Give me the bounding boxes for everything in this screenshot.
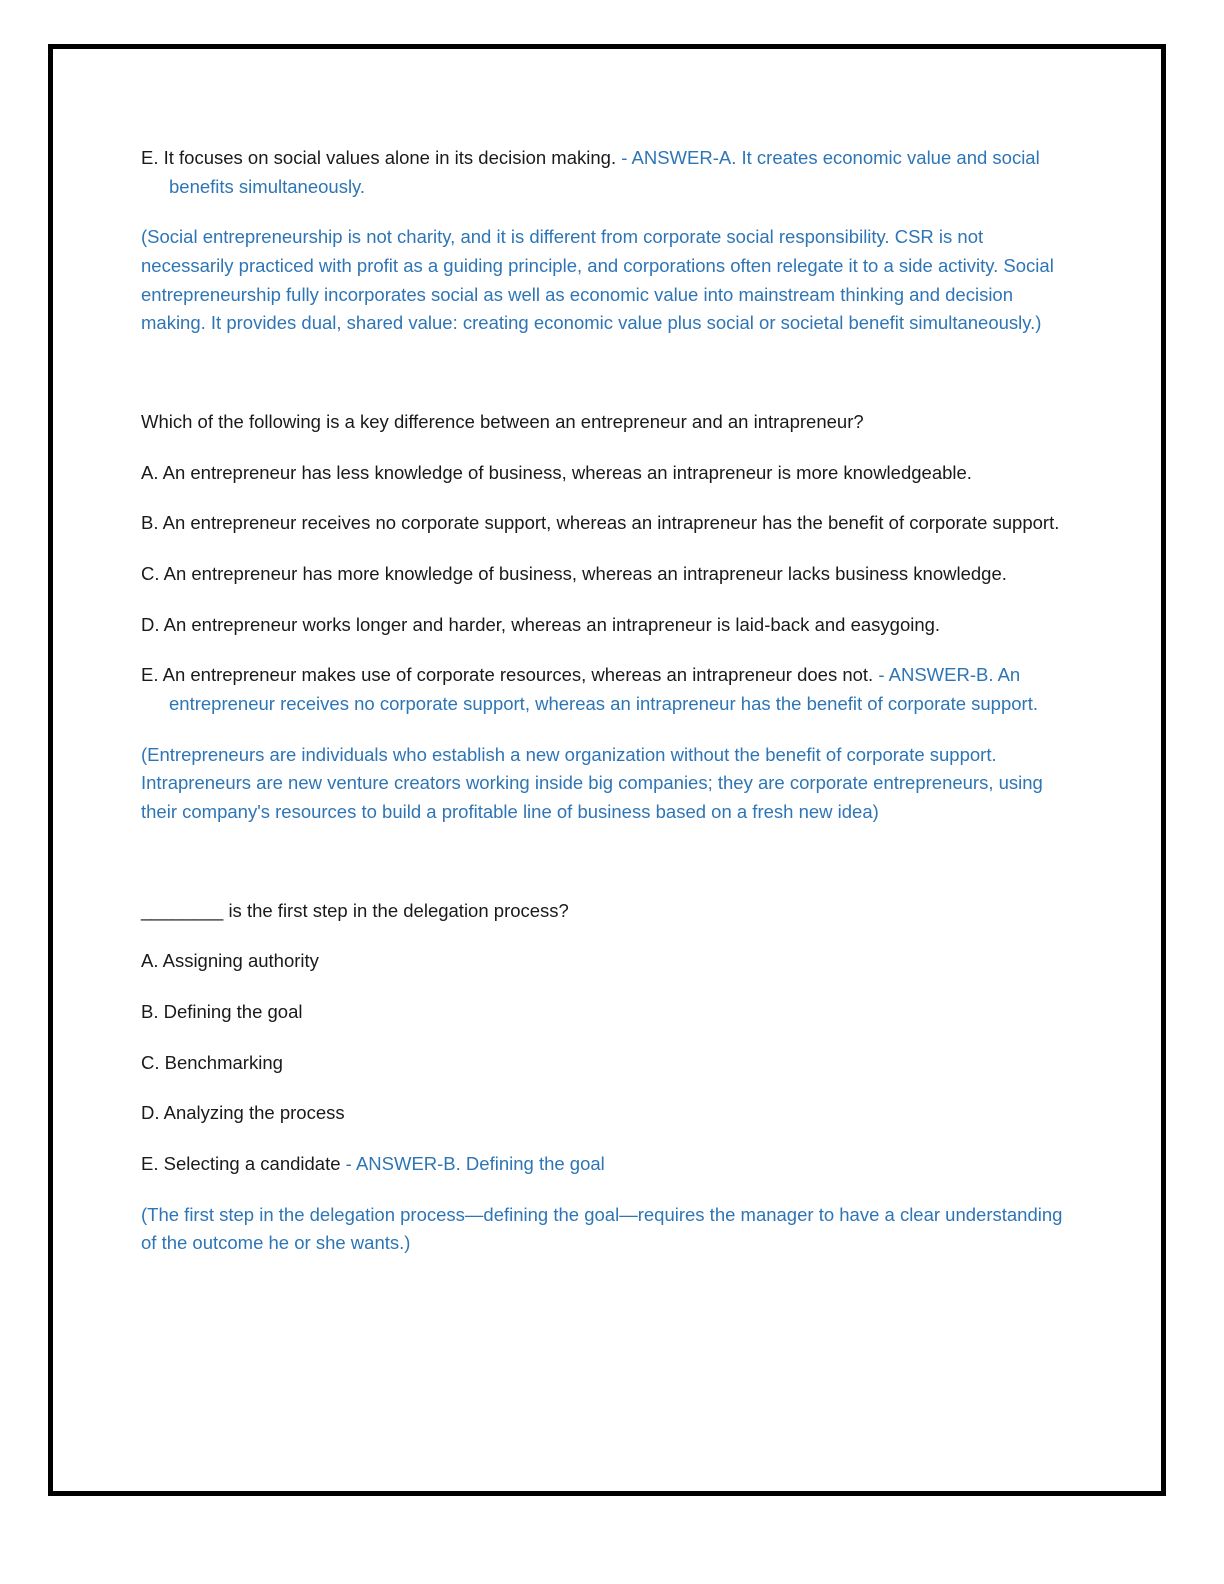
question-3-answer: - ANSWER-B. Defining the goal (340, 1153, 605, 1175)
document-page (48, 44, 1166, 1496)
question-2-option-e (141, 661, 1066, 718)
question-3-option-e (141, 1150, 1066, 1179)
question-1-option-e (141, 144, 1066, 201)
question-3-option-d: D. Analyzing the process (141, 1102, 345, 1124)
document-body (141, 144, 1066, 1280)
question-2-answer: - ANSWER-B. An entrepreneur receives no corporate support, whereas an intrapreneur has the benefit of corporate support. (169, 664, 1038, 715)
question-3-explanation: (The first step in the delegation process—defining the goal—requires the manager to have a clear understanding of the outcome he or she wants.) (141, 1203, 1063, 1254)
question-3-option-a: A. Assigning authority (141, 950, 319, 972)
question-2-explanation: (Entrepreneurs are individuals who establish a new organization without the benefit of corporate support. Intrapreneurs are new venture creators working inside big companies; they are corporate entrepreneurs, using their company's resources to build a profitable line of business based on a fresh new idea) (141, 743, 1043, 823)
question-2-option-a: A. An entrepreneur has less knowledge of business, whereas an intrapreneur is more knowledgeable. (141, 461, 972, 483)
question-2-stem: Which of the following is a key difference between an entrepreneur and an intrapreneur? (141, 411, 864, 433)
question-2-option-b: B. An entrepreneur receives no corporate support, whereas an intrapreneur has the benefit of corporate support. (141, 512, 1060, 534)
question-3-option-c: C. Benchmarking (141, 1051, 283, 1073)
question-1-option-e-text: E. It focuses on social values alone in its decision making. (141, 147, 617, 168)
question-2-option-c: C. An entrepreneur has more knowledge of business, whereas an intrapreneur lacks business knowledge. (141, 563, 1007, 585)
question-3-option-b: B. Defining the goal (141, 1001, 303, 1023)
question-1-explanation: (Social entrepreneurship is not charity, and it is different from corporate social responsibility. CSR is not necessarily practiced with profit as a guiding principle, and corporations often relegate it to a side activity. Social entrepreneurship fully incorporates social as well as economic value into mainstream thinking and decision making. It provides dual, shared value: creating economic value plus social or societal benefit simultaneously.) (141, 226, 1054, 334)
question-3-stem: ________ is the first step in the delegation process? (141, 899, 569, 921)
question-1-answer: - ANSWER-A. It creates economic value and social benefits simultaneously. (169, 147, 1040, 197)
question-2-option-d: D. An entrepreneur works longer and harder, whereas an intrapreneur is laid-back and easygoing. (141, 613, 941, 635)
question-2-option-e-text: E. An entrepreneur makes use of corporate resources, whereas an intrapreneur does not. (141, 664, 874, 686)
section-spacer-2 (141, 849, 1066, 897)
question-3-option-e-text: E. Selecting a candidate (141, 1153, 341, 1175)
section-spacer-1 (141, 360, 1066, 408)
